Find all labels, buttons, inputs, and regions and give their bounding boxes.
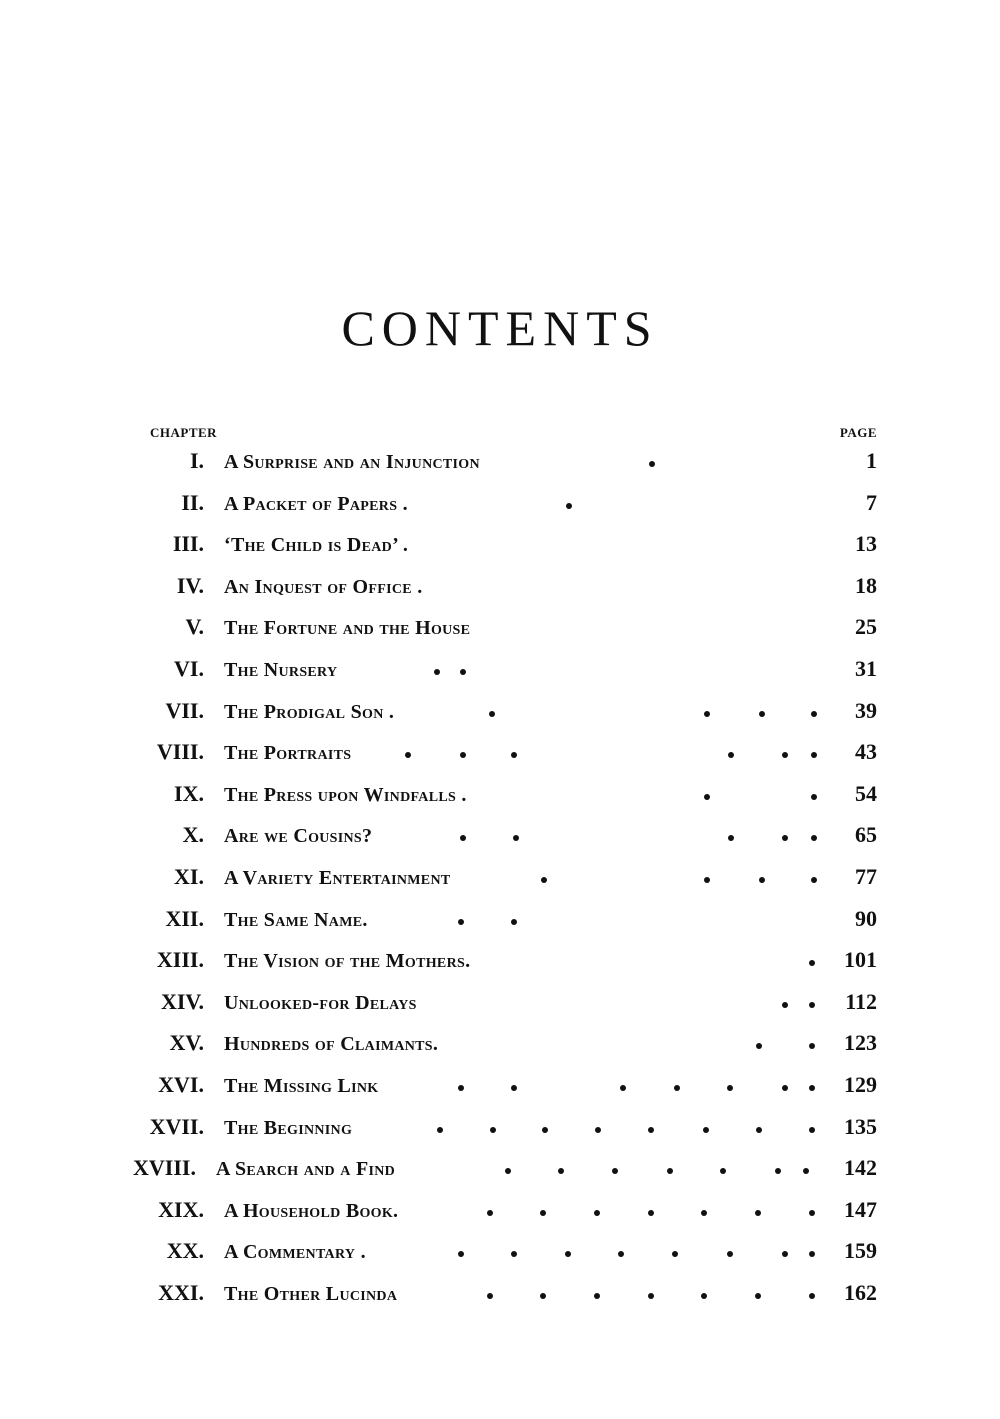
chapter-title: The Prodigal Son . — [224, 700, 395, 723]
leader-dot — [511, 1251, 517, 1257]
leader-dot — [594, 1293, 600, 1299]
leader-dot — [612, 1168, 618, 1174]
leader-dot — [595, 1127, 601, 1133]
leader-dot — [511, 919, 517, 925]
chapter-title: The Beginning — [224, 1116, 353, 1139]
page-number: 90 — [855, 905, 877, 931]
leader-dot — [701, 1210, 707, 1216]
leader-dot — [809, 1043, 815, 1049]
leader-dot — [809, 1293, 815, 1299]
toc-entry-15 — [0, 1023, 1000, 1065]
leader-dot — [720, 1168, 726, 1174]
toc-entry-8 — [0, 732, 1000, 774]
leader-dot — [458, 1251, 464, 1257]
toc-entry-3 — [0, 524, 1000, 566]
leader-dot — [541, 877, 547, 883]
leader-dot — [704, 794, 710, 800]
chapter-number: XVII. — [149, 1113, 204, 1139]
leader-dot — [782, 1002, 788, 1008]
chapter-title: A Surprise and an Injunction — [224, 451, 480, 473]
leader-dot — [755, 1293, 761, 1299]
chapter-title: The Same Name. — [224, 908, 368, 931]
toc-entry-11 — [0, 857, 1000, 899]
chapter-number: VI. — [174, 655, 204, 681]
page-number: 43 — [855, 739, 877, 765]
page-number: 129 — [844, 1071, 877, 1097]
toc-entry-9 — [0, 774, 1000, 816]
page-number: 112 — [845, 988, 877, 1014]
toc-entry-17 — [0, 1107, 1000, 1149]
leader-dot — [803, 1168, 809, 1174]
leader-dot — [437, 1127, 443, 1133]
leader-dot — [489, 711, 495, 717]
chapter-title: A Variety Entertainment — [224, 866, 451, 889]
chapter-number: V. — [185, 614, 204, 640]
chapter-title: The Portraits — [224, 742, 352, 765]
chapter-title: Hundreds of Claimants. — [224, 1033, 439, 1056]
leader-dot — [811, 711, 817, 717]
leader-dot — [811, 877, 817, 883]
chapter-number: I. — [189, 448, 204, 473]
page-number: 123 — [844, 1030, 877, 1056]
chapter-title: Unlooked-for Delays — [224, 991, 417, 1014]
chapter-title: The Fortune and the House — [224, 617, 471, 640]
toc-entry-4 — [0, 566, 1000, 608]
leader-dot — [782, 835, 788, 841]
chapter-number: XIV. — [160, 988, 204, 1014]
leader-dot — [505, 1168, 511, 1174]
leader-dot — [759, 877, 765, 883]
toc-entry-21 — [0, 1273, 1000, 1315]
chapter-title: A Household Book. — [224, 1199, 399, 1222]
page-number: 31 — [855, 655, 877, 681]
chapter-number: XIII. — [156, 947, 204, 973]
chapter-number: XIX. — [158, 1196, 204, 1222]
page-number: 101 — [844, 947, 877, 973]
leader-dot — [782, 1085, 788, 1091]
toc-entry-19 — [0, 1190, 1000, 1232]
chapter-number: VII. — [165, 697, 204, 723]
leader-dot — [728, 835, 734, 841]
page-number: 135 — [844, 1113, 877, 1139]
page-number: 25 — [855, 614, 877, 640]
toc-entry-10 — [0, 815, 1000, 857]
leader-dot — [566, 503, 572, 509]
leader-dot — [674, 1085, 680, 1091]
toc-entry-16 — [0, 1065, 1000, 1107]
chapter-title: The Missing Link — [224, 1074, 379, 1097]
leader-dot — [809, 1002, 815, 1008]
toc-entry-7 — [0, 691, 1000, 733]
leader-dot — [809, 960, 815, 966]
leader-dot — [434, 669, 440, 675]
page-number: 7 — [866, 489, 877, 515]
chapter-title: The Other Lucinda — [224, 1282, 398, 1305]
chapter-number: IX. — [174, 780, 204, 806]
toc-entry-14 — [0, 982, 1000, 1024]
page-number: 39 — [855, 697, 877, 723]
leader-dot — [667, 1168, 673, 1174]
toc-entry-12 — [0, 899, 1000, 941]
leader-dot — [487, 1210, 493, 1216]
leader-dot — [809, 1210, 815, 1216]
leader-dot — [490, 1127, 496, 1133]
leader-dot — [782, 752, 788, 758]
leader-dot — [540, 1210, 546, 1216]
toc-entry-6 — [0, 649, 1000, 691]
page-number: 54 — [855, 780, 877, 806]
leader-dot — [704, 877, 710, 883]
leader-dot — [701, 1293, 707, 1299]
page-number: 77 — [855, 863, 877, 889]
leader-dot — [460, 752, 466, 758]
table-of-contents — [0, 441, 1000, 1314]
leader-dot — [542, 1127, 548, 1133]
chapter-number: XVIII. — [133, 1155, 196, 1181]
chapter-number: VIII. — [156, 739, 204, 765]
leader-dot — [811, 794, 817, 800]
chapter-number: X. — [182, 822, 204, 848]
chapter-number: XV. — [169, 1030, 204, 1056]
leader-dot — [809, 1251, 815, 1257]
leader-dot — [704, 711, 710, 717]
leader-dot — [620, 1085, 626, 1091]
leader-dot — [703, 1127, 709, 1133]
chapter-number: III. — [172, 531, 204, 557]
chapter-title: The Nursery — [224, 658, 338, 681]
chapter-number: XX. — [166, 1238, 204, 1264]
page-number: 13 — [855, 531, 877, 557]
leader-dot — [460, 669, 466, 675]
leader-dot — [649, 461, 655, 467]
chapter-number: II. — [181, 489, 204, 515]
leader-dot — [618, 1251, 624, 1257]
chapter-title: An Inquest of Office . — [224, 575, 423, 598]
page-number: 65 — [855, 822, 877, 848]
leader-dot — [811, 752, 817, 758]
leader-dot — [458, 1085, 464, 1091]
leader-dot — [458, 919, 464, 925]
page-number: 162 — [844, 1279, 877, 1305]
leader-dot — [809, 1127, 815, 1133]
leader-dot — [811, 835, 817, 841]
toc-entry-2 — [0, 483, 1000, 525]
leader-dot — [405, 752, 411, 758]
chapter-number: XII. — [165, 905, 204, 931]
leader-dot — [487, 1293, 493, 1299]
leader-dot — [755, 1210, 761, 1216]
page-number: 147 — [844, 1196, 877, 1222]
leader-dot — [511, 752, 517, 758]
leader-dot — [809, 1085, 815, 1091]
leader-dot — [728, 752, 734, 758]
chapter-title: A Search and a Find — [216, 1158, 396, 1181]
chapter-title: A Packet of Papers . — [224, 492, 408, 515]
leader-dot — [782, 1251, 788, 1257]
leader-dot — [558, 1168, 564, 1174]
leader-dot — [511, 1085, 517, 1091]
leader-dot — [756, 1127, 762, 1133]
leader-dot — [756, 1043, 762, 1049]
chapter-number: XVI. — [158, 1071, 204, 1097]
toc-entry-18 — [0, 1148, 1000, 1190]
chapter-title: A Commentary . — [224, 1241, 366, 1264]
leader-dot — [648, 1127, 654, 1133]
leader-dot — [460, 835, 466, 841]
chapter-number: IV. — [176, 572, 204, 598]
leader-dot — [727, 1085, 733, 1091]
leader-dot — [672, 1251, 678, 1257]
toc-entry-5 — [0, 607, 1000, 649]
chapter-number: XXI. — [158, 1279, 204, 1305]
chapter-number: XI. — [174, 863, 204, 889]
leader-dot — [648, 1293, 654, 1299]
leader-dot — [540, 1293, 546, 1299]
page-number: 1 — [866, 448, 877, 473]
chapter-title: The Press upon Windfalls . — [224, 783, 467, 806]
chapter-title: ‘The Child is Dead’ . — [224, 534, 409, 557]
toc-entry-13 — [0, 940, 1000, 982]
chapter-title: Are we Cousins? — [224, 825, 373, 848]
page-title: CONTENTS — [341, 300, 659, 356]
page-number: 142 — [844, 1155, 877, 1181]
leader-dot — [565, 1251, 571, 1257]
page-number: 159 — [844, 1238, 877, 1264]
leader-dot — [648, 1210, 654, 1216]
page-number: 18 — [855, 572, 877, 598]
page-column-header: PAGE — [839, 425, 877, 440]
toc-entry-20 — [0, 1231, 1000, 1273]
leader-dot — [727, 1251, 733, 1257]
leader-dot — [594, 1210, 600, 1216]
leader-dot — [775, 1168, 781, 1174]
leader-dot — [513, 835, 519, 841]
leader-dot — [759, 711, 765, 717]
chapter-title: The Vision of the Mothers. — [224, 950, 471, 973]
toc-entry-1 — [0, 441, 1000, 483]
chapter-column-header: CHAPTER — [150, 425, 218, 440]
